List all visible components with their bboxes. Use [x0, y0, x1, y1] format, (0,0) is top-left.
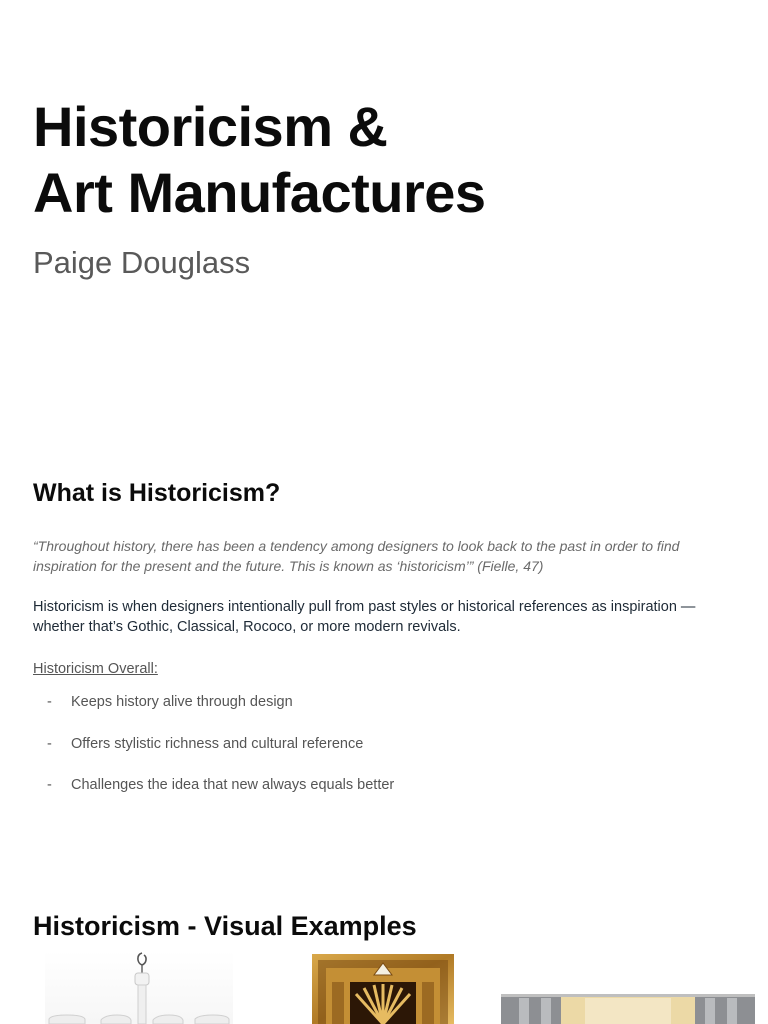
quote-paragraph: “Throughout history, there has been a tendency among designers to look back to the past in order to find inspiration for the present and the future. This is known as ‘historicism’” (Fielle, 47) — [33, 538, 680, 574]
bullet-dash: - — [47, 735, 52, 752]
title-line-1: Historicism & — [33, 95, 388, 158]
interior-hall-image — [501, 994, 755, 1024]
section-heading-visual-examples: Historicism - Visual Examples — [33, 911, 417, 941]
historicism-bullet-list — [33, 692, 394, 817]
bullet-dash: - — [47, 777, 52, 793]
definition-paragraph: Historicism is when designers intentionally pull from past styles or historical references as inspiration — whether that’s Gothic, Classical, Rococo, or more modern revivals. — [33, 599, 696, 635]
chandelier-image — [45, 951, 233, 1024]
list-item — [33, 692, 394, 712]
author-name: Paige Douglass — [33, 245, 251, 280]
list-item — [33, 734, 394, 754]
list-item-text: Challenges the idea that new always equals better — [71, 777, 395, 793]
interior-hall-illustration — [501, 994, 755, 1024]
gilded-panel-illustration — [312, 954, 454, 1024]
list-item-text: Keeps history alive through design — [71, 694, 293, 710]
chandelier-illustration — [45, 951, 233, 1024]
list-item — [33, 775, 394, 795]
historicism-overall-label: Historicism Overall: — [33, 661, 158, 677]
list-item-text: Offers stylistic richness and cultural reference — [71, 735, 364, 752]
page-title — [33, 94, 486, 226]
section-heading-what-is-historicism: What is Historicism? — [33, 479, 281, 507]
gilded-panel-image — [312, 954, 454, 1024]
bullet-dash: - — [47, 694, 52, 710]
title-line-2: Art Manufactures — [33, 161, 486, 224]
